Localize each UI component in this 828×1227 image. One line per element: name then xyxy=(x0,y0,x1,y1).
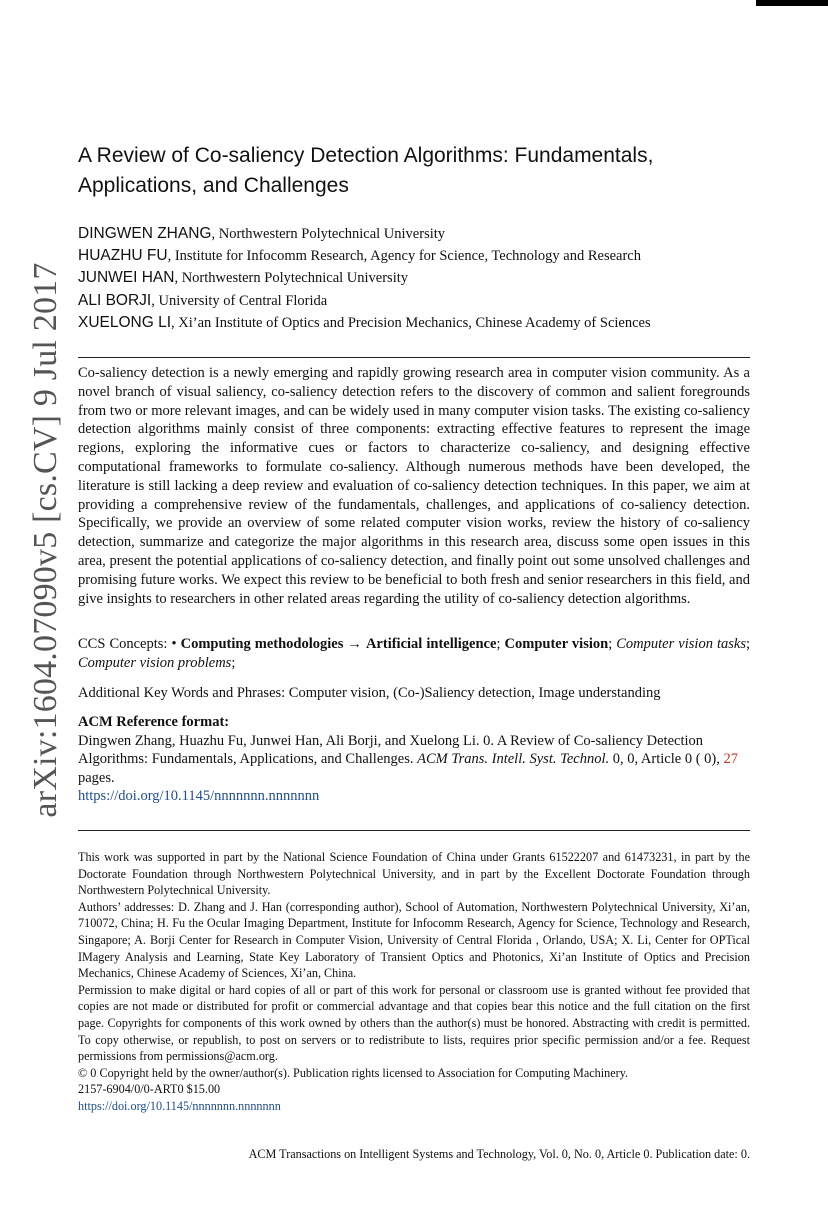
ccs-term: Computer vision tasks xyxy=(616,636,746,652)
running-footer: ACM Transactions on Intelligent Systems and Technology, Vol. 0, No. 0, Article 0. Publication date: 0. xyxy=(248,1147,750,1161)
acm-reference-citation xyxy=(78,732,750,788)
author-affiliation: , Institute for Infocomm Research, Agency for Science, Technology and Research xyxy=(167,248,641,265)
ccs-arrow: → xyxy=(343,636,366,652)
author-affiliation: , University of Central Florida xyxy=(151,292,328,309)
acm-reference-heading: ACM Reference format: xyxy=(78,714,230,730)
ccs-end: ; xyxy=(231,654,236,671)
footnote-top-rule xyxy=(78,830,750,831)
author-entry xyxy=(78,245,768,267)
paper-title: A Review of Co-saliency Detection Algorithms: Fundamentals, Applications, and Challenges xyxy=(78,144,654,197)
author-name: ALI BORJI xyxy=(78,291,152,309)
citation-volume: 0, 0, Article 0 ( 0), xyxy=(609,751,724,767)
footnote-doi-link[interactable]: https://doi.org/10.1145/nnnnnnn.nnnnnnn xyxy=(78,1098,281,1113)
author-name: HUAZHU FU xyxy=(78,247,168,265)
citation-journal: ACM Trans. Intell. Syst. Technol. xyxy=(417,751,610,767)
author-name: XUELONG LI xyxy=(78,313,172,331)
keywords: Additional Key Words and Phrases: Computer vision, (Co-)Saliency detection, Image understanding xyxy=(78,685,661,701)
author-name: JUNWEI HAN xyxy=(78,269,175,287)
author-affiliation: , Northwestern Polytechnical University xyxy=(174,270,409,287)
ccs-prefix: CCS Concepts: • xyxy=(78,636,181,652)
funding-note: This work was supported in part by the National Science Foundation of China under Grants 61522207 and 61473231, in part by the Doctorate Foundation through Northwestern Polytechnical University, and in part by the Excellent Doctorate Foundation through Northwestern Polytechnical University. xyxy=(78,850,750,898)
author-addresses: Authors’ addresses: D. Zhang and J. Han (corresponding author), School of Automation, Northwestern Polytechnical University, Xi’an, 710072, China; H. Fu the Ocular Imaging Department, Institute for Infocomm Research, Agency for Science, Technology and Research, Singapore; A. Borji Center for Research in Computer Vision, University of Central Florida , Orlando, USA; X. Li, Center for OPTical IMagery Analysis and Learning, State Key Laboratory of Transient Optics and Photonics, Xi’an Institute of Optics and Precision Mechanics, Chinese Academy of Sciences, Xi’an, China. xyxy=(78,899,750,981)
copyright-notice: © 0 Copyright held by the owner/author(s). Publication rights licensed to Association for Computing Machinery. xyxy=(78,1065,629,1080)
arxiv-identifier-stamp: arXiv:1604.07090v5 [cs.CV] 9 Jul 2017 xyxy=(27,262,64,818)
corner-black-bar xyxy=(756,0,828,6)
acm-reference-doi-link[interactable]: https://doi.org/10.1145/nnnnnnn.nnnnnnn xyxy=(78,788,320,804)
permission-notice: Permission to make digital or hard copies of all or part of this work for personal or classroom use is granted without fee provided that copies are not made or distributed for profit or commercial advantage and that copies bear this notice and the full citation on the first page. Copyrights for components of this work owned by others than the author(s) must be honored. Abstracting with credit is permitted. To copy otherwise, or republish, to post on servers or to redistribute to lists, requires prior specific permission and/or a fee. Request permissions from permissions@acm.org. xyxy=(78,982,750,1064)
author-entry xyxy=(78,290,768,312)
ccs-term: Computer vision xyxy=(504,636,609,652)
ccs-term: Artificial intelligence xyxy=(365,636,497,652)
abstract-text: Co-saliency detection is a newly emerging and rapidly growing research area in computer vision community. As a novel branch of visual saliency, co-saliency detection refers to the discovery of common and salient foregrounds from two or more relevant images, and can be widely used in many computer vision tasks. The existing co-saliency detection algorithms mainly consist of three components: extracting effective features to represent the image regions, exploring the informative cues or factors to characterize co-saliency, and designing effective computational frameworks to formulate co-saliency. Although numerous methods have been developed, the literature is still lacking a deep review and evaluation of co-saliency detection techniques. In this paper, we aim at providing a comprehensive review of the fundamentals, challenges, and applications of co-saliency detection. Specifically, we provide an overview of some related computer vision works, review the history of co-saliency detection, summarize and categorize the major algorithms in this research area, discuss some open issues in this area, present the potential applications of co-saliency detection, and finally point out some unsolved challenges and promising future works. We expect this review to be beneficial to both fresh and senior researchers in this field, and give insights to researchers in other related areas regarding the utility of co-saliency detection algorithms. xyxy=(78,365,750,607)
author-affiliation: , Northwestern Polytechnical University xyxy=(211,226,446,242)
author-name: DINGWEN ZHANG xyxy=(78,225,212,242)
author-entry xyxy=(78,223,768,245)
citation-page-count-link[interactable]: 27 xyxy=(723,751,738,767)
ccs-separator: ; xyxy=(608,636,617,652)
ccs-concepts xyxy=(78,635,750,673)
citation-text: Dingwen Zhang, Huazhu Fu, Junwei Han, Ali Borji, and Xuelong Li. 0. A Review of Co-saliency Detection Algorithms: Fundamentals, Applications, and Challenges. xyxy=(78,732,704,767)
ccs-separator: ; xyxy=(745,636,751,652)
author-entry xyxy=(78,312,768,334)
ccs-separator: ; xyxy=(496,636,505,652)
author-affiliation: , Xi’an Institute of Optics and Precision Mechanics, Chinese Academy of Sciences xyxy=(171,314,651,331)
citation-pages-word: pages. xyxy=(78,769,115,786)
author-entry xyxy=(78,267,768,289)
issn-line: 2157-6904/0/0-ART0 $15.00 xyxy=(78,1082,221,1097)
ccs-term: Computer vision problems xyxy=(78,654,232,671)
abstract-top-rule xyxy=(78,357,750,358)
author-list xyxy=(78,223,768,334)
first-page-footnotes xyxy=(78,849,750,1115)
ccs-term: Computing methodologies xyxy=(180,636,344,652)
acm-reference-format xyxy=(78,713,750,806)
